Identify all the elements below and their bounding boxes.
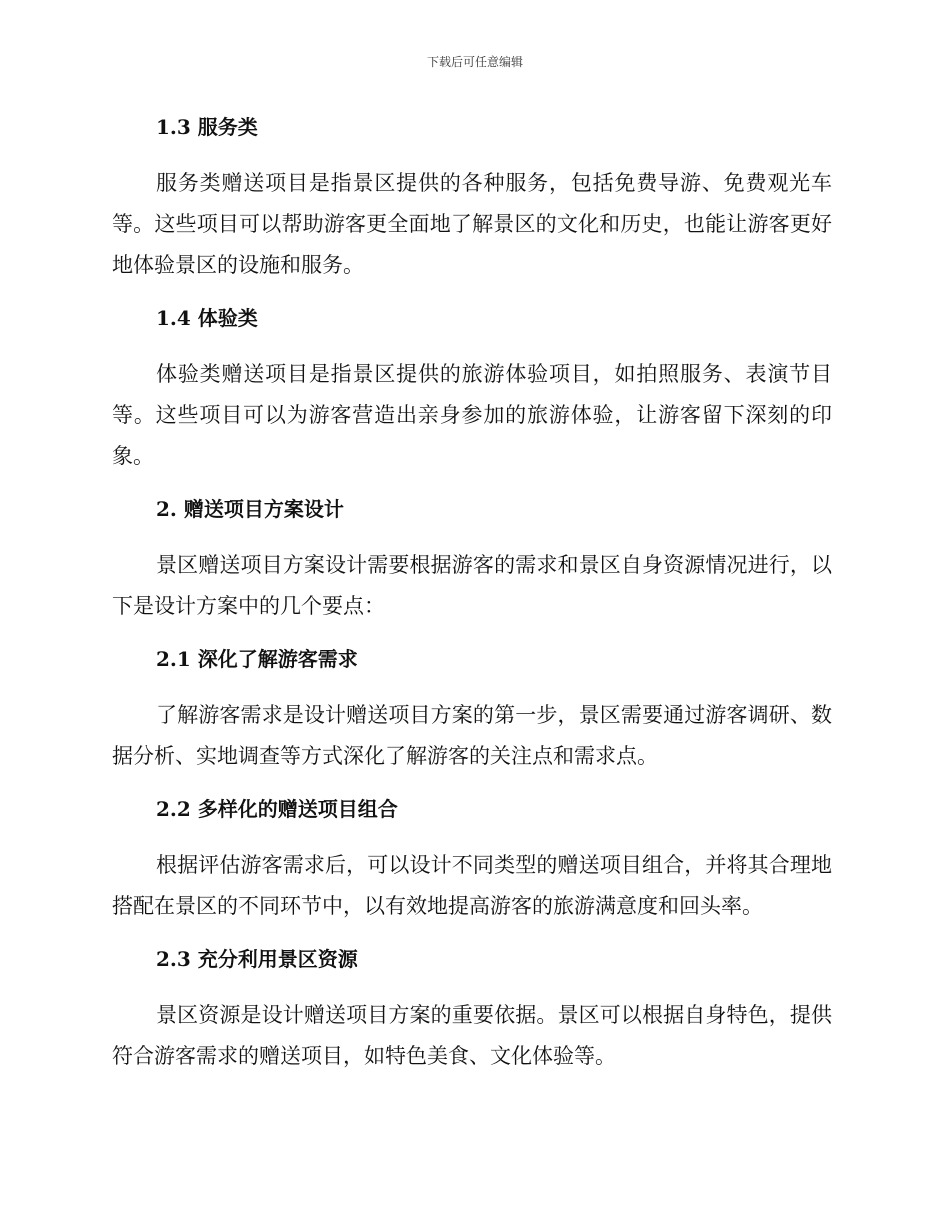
- section-paragraph: 服务类赠送项目是指景区提供的各种服务，包括免费导游、免费观光车等。这些项目可以帮助游客更全面地了解景区的文化和历史，也能让游客更好地体验景区的设施和服务。: [112, 171, 832, 277]
- section-heading: 1.3 服务类: [156, 115, 258, 139]
- section-paragraph: 景区赠送项目方案设计需要根据游客的需求和景区自身资源情况进行，以下是设计方案中的几个要点：: [112, 553, 832, 618]
- section-paragraph: 体验类赠送项目是指景区提供的旅游体验项目，如拍照服务、表演节目等。这些项目可以为游客营造出亲身参加的旅游体验，让游客留下深刻的印象。: [112, 362, 832, 468]
- section-paragraph: 根据评估游客需求后，可以设计不同类型的赠送项目组合，并将其合理地搭配在景区的不同环节中，以有效地提高游客的旅游满意度和回头率。: [112, 853, 832, 918]
- section-heading: 2.3 充分利用景区资源: [156, 947, 358, 971]
- document-body: [112, 110, 832, 1092]
- section-heading: 2.2 多样化的赠送项目组合: [156, 797, 398, 821]
- section-paragraph: 了解游客需求是设计赠送项目方案的第一步，景区需要通过游客调研、数据分析、实地调查等方式深化了解游客的关注点和需求点。: [112, 703, 832, 768]
- section-heading: 2.1 深化了解游客需求: [156, 647, 358, 671]
- section-heading: 2. 赠送项目方案设计: [156, 497, 344, 521]
- section-paragraph: 景区资源是设计赠送项目方案的重要依据。景区可以根据自身特色，提供符合游客需求的赠送项目，如特色美食、文化体验等。: [112, 1003, 832, 1068]
- page-header: 下载后可任意编辑: [426, 55, 523, 69]
- section-heading: 1.4 体验类: [156, 306, 258, 330]
